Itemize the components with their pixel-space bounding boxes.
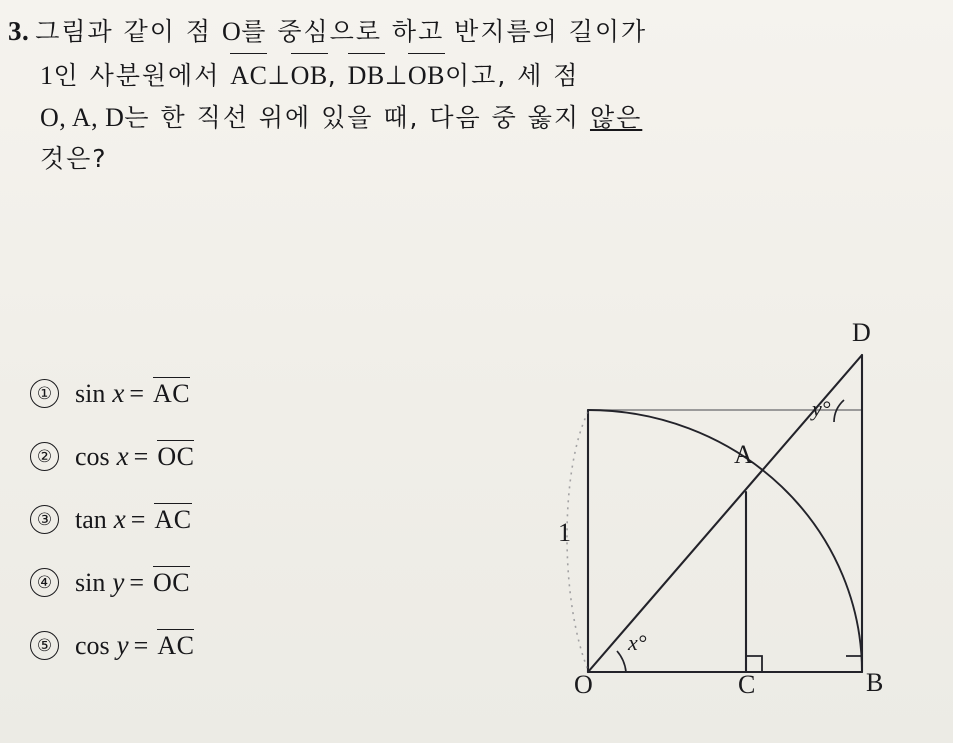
choice-variable: y [116,630,129,660]
choice-1[interactable] [30,362,450,425]
stem-line-4 [8,139,938,180]
stem-text-3a: 는 한 직선 위에 있을 때, 다음 중 옳지 [124,102,590,132]
choice-variable: x [116,441,129,471]
angle-arc-x [617,651,626,672]
stem-text-negation: 않은 [589,102,643,132]
perp-symbol-2: ⊥ [384,60,408,90]
stem-line-2 [8,54,938,97]
perp-symbol-1: ⊥ [267,60,291,90]
choice-marker: ② [30,442,59,471]
stem-comma-1: , [327,60,348,90]
choice-2[interactable] [30,425,450,488]
question-stem [8,10,938,179]
choice-equals: = [133,630,149,660]
label-radius: 1 [558,518,571,547]
stem-text-1b: 를 중심으로 하고 반지름의 길이가 [241,17,648,46]
figure-drawing [500,300,930,730]
question-number: 3. [8,16,30,46]
choice-equals: = [129,378,144,408]
choice-segment: AC [154,505,192,534]
choice-equals: = [129,567,144,597]
geometry-figure [500,300,930,730]
label-point-D: D [852,318,871,347]
choice-segment: AC [153,379,191,408]
choice-function: sin [75,567,106,597]
label-point-A: A [734,440,753,469]
choice-equals: = [130,504,146,534]
choice-segment: OC [153,568,191,597]
segment-AC-1: AC [230,54,267,97]
answer-choices [30,362,450,677]
choice-function: tan [75,504,107,534]
choice-equals: = [133,441,149,471]
label-point-B: B [866,668,884,697]
choice-marker: ① [30,379,59,408]
label-point-O: O [574,670,593,699]
segment-DB: DB [348,54,385,97]
label-angle-y: y° [812,396,831,421]
right-angle-mark-B [846,656,862,672]
stem-text-1a: 그림과 같이 점 [35,17,222,46]
stem-point-O: O [222,17,242,46]
choice-variable: x [113,504,126,534]
stem-line-3 [8,97,938,139]
choice-variable: y [112,567,125,597]
stem-points-list: O, A, D [40,102,125,132]
choice-marker: ⑤ [30,631,59,660]
choice-segment: AC [157,631,195,660]
choice-3[interactable] [30,488,450,551]
stem-text-4a: 것은? [40,143,108,173]
choice-5[interactable] [30,614,450,677]
stem-text-2b: 이고, 세 점 [445,60,580,90]
angle-arc-y [834,400,844,422]
stem-line-1 [8,10,938,54]
segment-OB-1: OB [291,54,328,97]
choice-variable: x [112,378,125,408]
choice-function: sin [75,378,106,408]
stem-text-2a: 인 사분원에서 [53,60,231,90]
stem-radius-value: 1 [40,60,54,90]
segment-OB-2: OB [408,54,445,97]
choice-marker: ④ [30,568,59,597]
choice-segment: OC [157,442,195,471]
label-point-C: C [738,670,756,699]
choice-function: cos [75,441,110,471]
choice-4[interactable] [30,551,450,614]
choice-marker: ③ [30,505,59,534]
choice-function: cos [75,630,110,660]
label-angle-x: x° [628,630,647,655]
